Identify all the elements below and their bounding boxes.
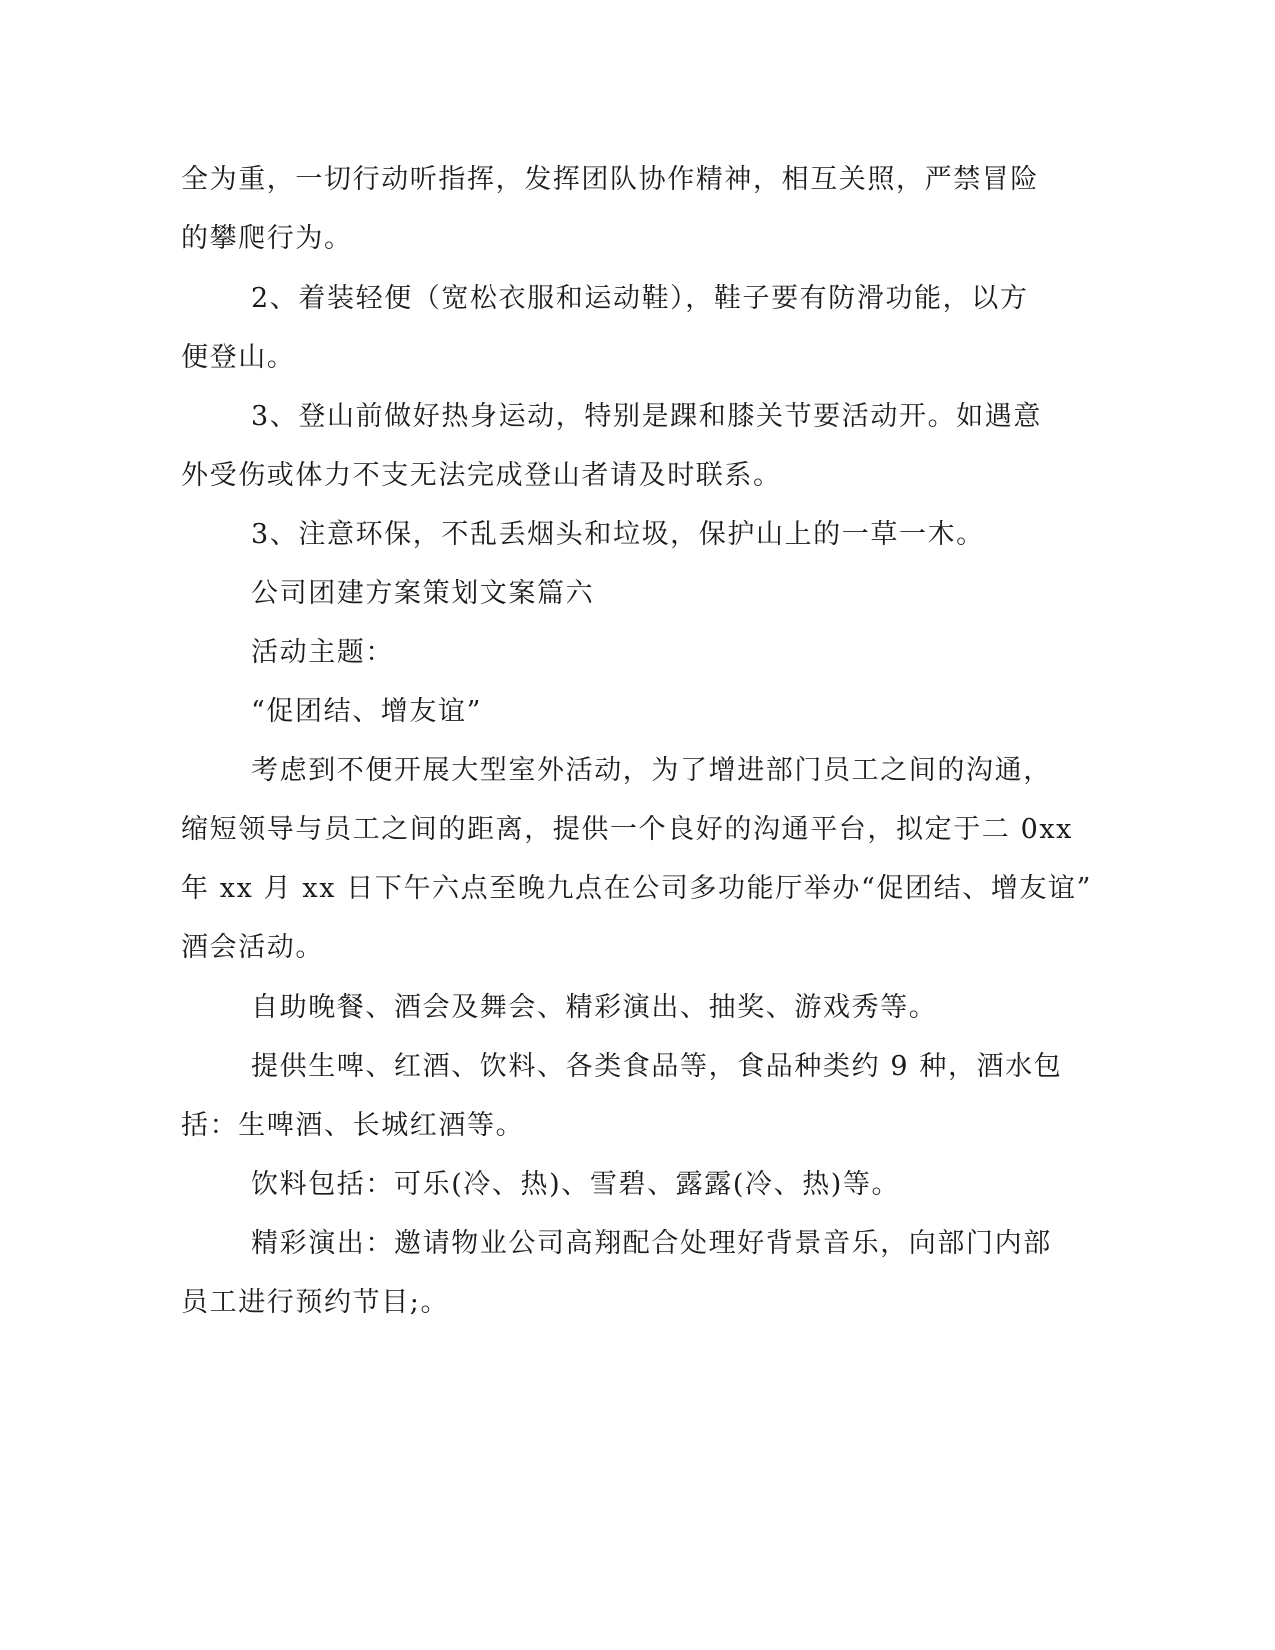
text-line: 2、着装轻便（宽松衣服和运动鞋），鞋子要有防滑功能，以方: [251, 283, 1029, 314]
text-line: 员工进行预约节目;。: [181, 1287, 450, 1318]
text-line: “促团结、增友谊”: [251, 696, 483, 727]
text-line: 3、登山前做好热身运动，特别是踝和膝关节要活动开。如遇意: [251, 401, 1042, 432]
text-line: 全为重，一切行动听指挥，发挥团队协作精神，相互关照，严禁冒险: [181, 164, 1039, 195]
text-line: 自助晚餐、酒会及舞会、精彩演出、抽奖、游戏秀等。: [251, 992, 938, 1023]
text-line: 酒会活动。: [181, 932, 324, 963]
text-line: 考虑到不便开展大型室外活动，为了增进部门员工之间的沟通，: [251, 755, 1052, 786]
text-line: 便登山。: [181, 342, 296, 373]
text-line: 年 xx 月 xx 日下午六点至晚九点在公司多功能厅举办“促团结、增友谊”: [181, 873, 1093, 904]
text-line: 外受伤或体力不支无法完成登山者请及时联系。: [181, 460, 782, 491]
text-line: 括：生啤酒、长城红酒等。: [181, 1110, 525, 1141]
text-line: 精彩演出：邀请物业公司高翔配合处理好背景音乐，向部门内部: [251, 1228, 1052, 1259]
text-line: 3、注意环保，不乱丢烟头和垃圾，保护山上的一草一木。: [251, 519, 985, 550]
text-line: 的攀爬行为。: [181, 223, 353, 254]
text-line: 活动主题：: [251, 637, 394, 668]
text-line: 饮料包括：可乐(冷、热)、雪碧、露露(冷、热)等。: [251, 1169, 901, 1200]
text-line: 提供生啤、红酒、饮料、各类食品等，食品种类约 9 种，酒水包: [251, 1051, 1063, 1082]
section-heading: 公司团建方案策划文案篇六: [251, 578, 595, 609]
text-line: 缩短领导与员工之间的距离，提供一个良好的沟通平台，拟定于二 0xx: [181, 814, 1074, 845]
